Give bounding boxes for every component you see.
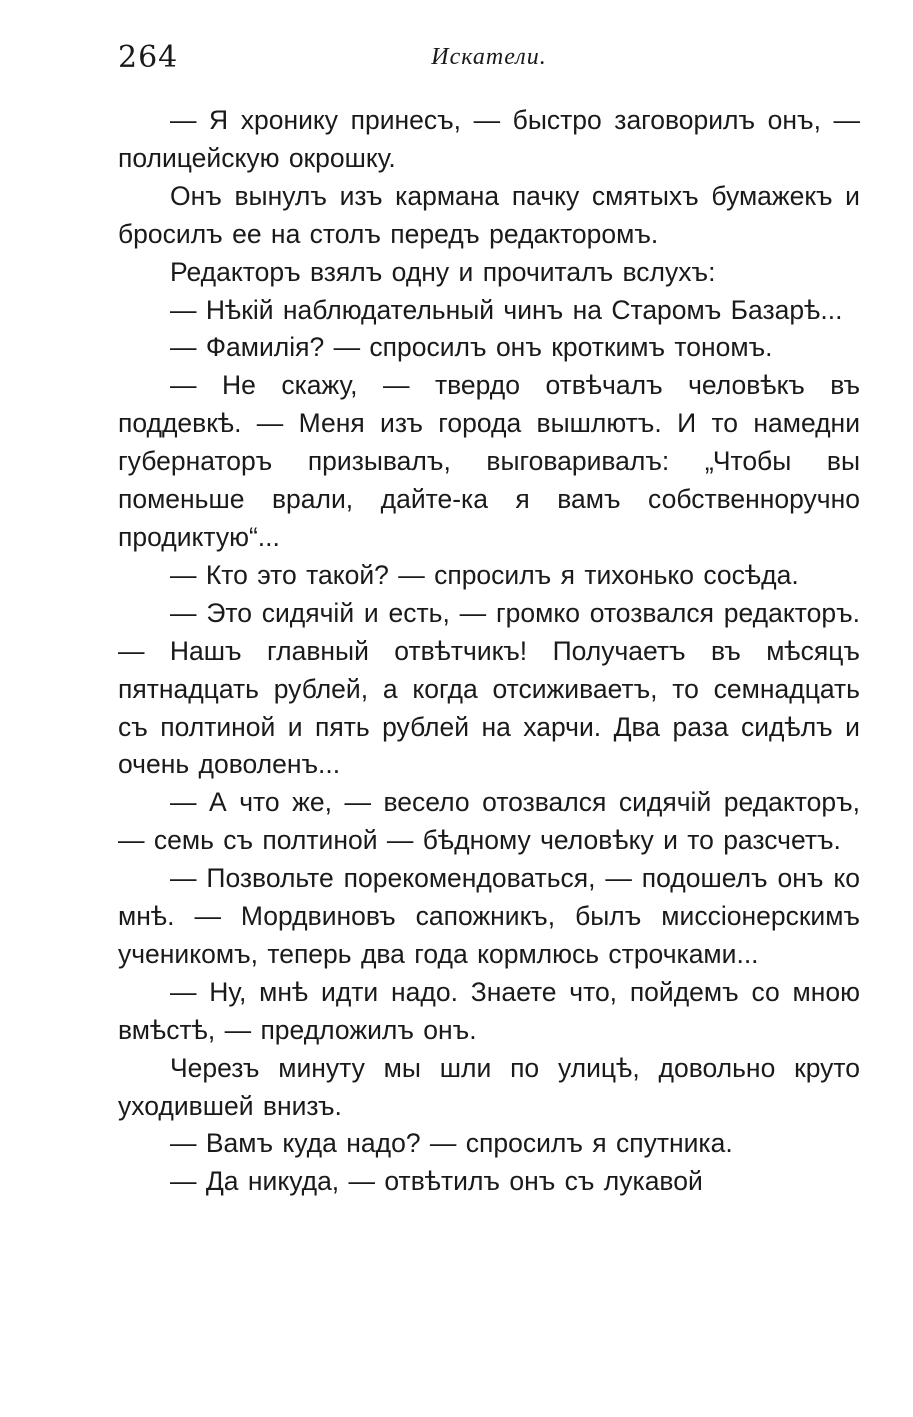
paragraph: — Да никуда, — отвѣтилъ онъ съ лукавой [170,1166,703,1197]
paragraph: — Фамилія? — спросилъ онъ кроткимъ тономъ. [170,332,773,363]
paragraph: — Вамъ куда надо? — спросилъ я спутника. [170,1128,733,1159]
paragraph: — Ну, мнѣ идти надо. Знаете что, пойдемъ со мною вмѣстѣ, — предложилъ онъ. [118,976,860,1045]
paragraph: — Не скажу, — твердо отвѣчалъ человѣкъ въ поддевкѣ. — Меня изъ города вышлютъ. И то намедни губернаторъ призывалъ, выговаривалъ: „Чтобы вы поменьше врали, дайте-ка я вамъ собственноручно продиктую“... [118,370,860,552]
paragraph: — Кто это такой? — спросилъ я тихонько сосѣда. [170,559,799,590]
paragraph: — Нѣкій наблюдательный чинъ на Старомъ Базарѣ... [170,294,843,325]
page-number: 264 [118,40,179,75]
paragraph: — Это сидячій и есть, — громко отозвался редакторъ. — Нашъ главный отвѣтчикъ! Получаетъ въ мѣсяцъ пятнадцать рублей, а когда отсиживаетъ, то семнадцать съ полтиной и пять рублей на харчи. Два раза сидѣлъ и очень доволенъ... [118,597,860,780]
paragraph: Онъ вынулъ изъ кармана пачку смятыхъ бумажекъ и бросилъ ее на столъ передъ редакторомъ. [118,180,860,249]
paragraph: Черезъ минуту мы шли по улицѣ, довольно круто уходившей внизъ. [118,1052,860,1121]
paragraph: Редакторъ взялъ одну и прочиталъ вслухъ: [170,256,716,287]
paragraph: — Я хронику принесъ, — быстро заговорилъ онъ, — полицейскую окрошку. [118,105,860,173]
paragraph: — А что же, — весело отозвался сидячій редакторъ, — семь съ полтиной — бѣдному человѣку и то разсчетъ. [118,787,860,856]
body-text [118,102,860,1201]
paragraph: — Позвольте порекомендоваться, — подошелъ онъ ко мнѣ. — Мордвиновъ сапожникъ, былъ миссіонерскимъ ученикомъ, теперь два года кормлюсь строчками... [118,863,860,969]
page-header [118,40,860,80]
running-title: Искатели. [431,44,547,70]
